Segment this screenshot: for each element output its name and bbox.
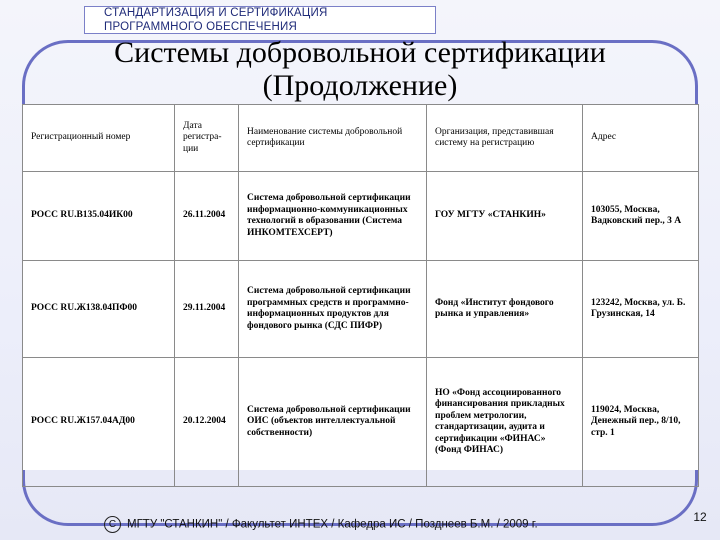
column-header-system-name: Наименование системы добровольной сертификации [239,105,427,172]
cell-date: 20.12.2004 [175,358,239,487]
column-header-address: Адрес [583,105,699,172]
table-row [23,172,699,261]
cell-address: 103055, Москва, Вадковский пер., 3 А [583,172,699,261]
cell-organization: НО «Фонд ассоциированного финансирования прикладных проблем метрологии, стандартизации, аудита и сертификации «ФИНАС» (Фонд ФИНАС) [427,358,583,487]
footer-text: МГТУ "СТАНКИН" / Факультет ИНТЕХ / Кафедра ИС / Позднеев Б.М. / 2009 г. [127,518,538,531]
cell-reg-number: РОСС RU.В135.04ИК00 [23,172,175,261]
slide-title-line2: (Продолжение) [262,69,458,102]
slide-title-line1: Системы добровольной сертификации [114,36,606,69]
column-header-organization: Организация, представившая систему на регистрацию [427,105,583,172]
slide-footer [104,516,644,533]
cell-date: 26.11.2004 [175,172,239,261]
cell-date: 29.11.2004 [175,261,239,358]
column-header-reg-number: Регистрационный номер [23,105,175,172]
course-header-line1: СТАНДАРТИЗАЦИЯ И СЕРТИФИКАЦИЯ [104,7,328,19]
page-number: 12 [693,510,707,524]
column-header-date: Дата регистра-ции [175,105,239,172]
certification-table [22,104,699,487]
cell-organization: Фонд «Институт фондового рынка и управления» [427,261,583,358]
cell-reg-number: РОСС RU.Ж138.04ПФ00 [23,261,175,358]
table-row [23,261,699,358]
slide-title [80,36,640,102]
table-header-row [23,105,699,172]
copyright-icon: С [104,516,121,533]
cell-system-name: Система добровольной сертификации информационно-коммуникационных технологий в образовании (Система ИНКОМТЕХСЕРТ) [239,172,427,261]
cell-system-name: Система добровольной сертификации ОИС (объектов интеллектуальной собственности) [239,358,427,487]
course-header-line2: ПРОГРАММНОГО ОБЕСПЕЧЕНИЯ [104,21,297,33]
cell-organization: ГОУ МГТУ «СТАНКИН» [427,172,583,261]
certification-table-container [22,104,698,470]
course-header [104,6,424,34]
cell-system-name: Система добровольной сертификации программных средств и программно-информационных продуктов для фондового рынка (СДС ПИФР) [239,261,427,358]
cell-address: 119024, Москва, Денежный пер., 8/10, стр. 1 [583,358,699,487]
table-row [23,358,699,487]
cell-reg-number: РОСС RU.Ж157.04АД00 [23,358,175,487]
cell-address: 123242, Москва, ул. Б. Грузинская, 14 [583,261,699,358]
